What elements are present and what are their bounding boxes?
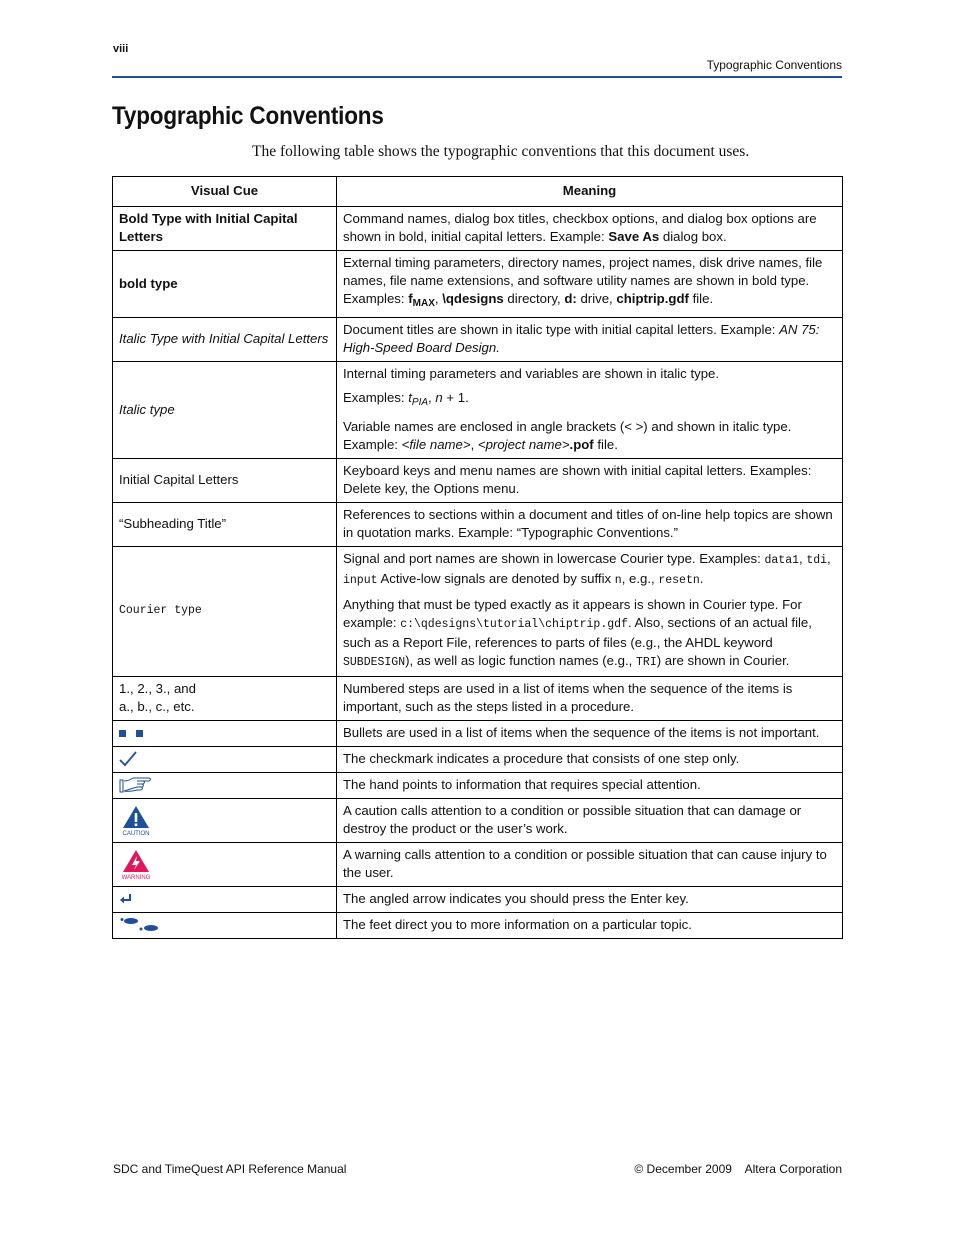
svg-text:CAUTION: CAUTION (122, 831, 150, 836)
svg-text:WARNING: WARNING (121, 875, 151, 880)
enter-arrow-icon (119, 893, 330, 905)
footer-copyright: © December 2009 Altera Corporation (634, 1162, 842, 1176)
table-row (113, 913, 843, 939)
cue-cell (113, 721, 337, 747)
meaning-cell: The feet direct you to more information on a particular topic. (337, 913, 843, 939)
cue-cell (113, 799, 337, 843)
column-header-meaning: Meaning (337, 177, 843, 207)
cue-cell: Italic type (113, 362, 337, 459)
table-row (113, 843, 843, 887)
meaning-cell: Bullets are used in a list of items when the sequence of the items is not important. (337, 721, 843, 747)
page-title: Typographic Conventions (112, 102, 384, 130)
pointing-hand-icon (119, 777, 330, 793)
table-row (113, 747, 843, 773)
cue-cell (113, 913, 337, 939)
table-row (113, 677, 843, 721)
table-row (113, 887, 843, 913)
cue-cell: 1., 2., 3., and a., b., c., etc. (113, 677, 337, 721)
footer-manual-title: SDC and TimeQuest API Reference Manual (113, 1162, 347, 1176)
page-number: viii (113, 43, 129, 55)
meaning-cell: External timing parameters, directory names, project names, disk drive names, file names, file name extensions, and software utility names are shown in bold type. Examples: $f_{MAX}$, \qdesigns directory, d: drive, chiptrip.gdf file. (337, 251, 843, 318)
cue-cell (113, 747, 337, 773)
table-row (113, 547, 843, 677)
table-row (113, 503, 843, 547)
bullet-squares-icon (119, 725, 153, 740)
meaning-cell: Signal and port names are shown in lowercase Courier type. Examples: data1, tdi, input Active-low signals are denoted by suffix n, e.g., resetn. Anything that must be typed exactly as it appears is shown in Courier type. For example: c:\qdesigns\tutorial\chiptrip.gdf. Also, sections of an actual file, such as a Report File, references to parts of files (e.g., the AHDL keyword SUBDESIGN), as well as logic function names (e.g., TRI) are shown in Courier. (337, 547, 843, 677)
meaning-cell: Keyboard keys and menu names are shown with initial capital letters. Examples: Delete key, the Options menu. (337, 459, 843, 503)
cue-cell (113, 843, 337, 887)
meaning-cell: The checkmark indicates a procedure that consists of one step only. (337, 747, 843, 773)
meaning-cell: A warning calls attention to a condition or possible situation that can cause injury to the user. (337, 843, 843, 887)
cue-cell: “Subheading Title” (113, 503, 337, 547)
cue-cell: Italic Type with Initial Capital Letters (113, 318, 337, 362)
cue-cell: Courier type (113, 547, 337, 677)
meaning-cell: The hand points to information that requires special attention. (337, 773, 843, 799)
table-row (113, 251, 843, 318)
running-head: Typographic Conventions (706, 58, 842, 72)
caution-icon (119, 804, 330, 836)
table-row (113, 459, 843, 503)
column-header-visual-cue: Visual Cue (113, 177, 337, 207)
cue-cell (113, 773, 337, 799)
meaning-cell: References to sections within a document and titles of on-line help topics are shown in quotation marks. Example: “Typographic Conventions.” (337, 503, 843, 547)
meaning-cell: Internal timing parameters and variables are shown in italic type. Examples: $t_{PIA}$, n + 1. Variable names are enclosed in angle brackets (< >) and shown in italic type. Example: <file name>, <project name>.pof file. (337, 362, 843, 459)
meaning-cell: Numbered steps are used in a list of items when the sequence of the items is important, such as the steps listed in a procedure. (337, 677, 843, 721)
conventions-table (112, 176, 843, 939)
intro-paragraph: The following table shows the typographic conventions that this document uses. (252, 143, 750, 160)
table-row (113, 799, 843, 843)
meaning-cell: Document titles are shown in italic type with initial capital letters. Example: AN 75: High-Speed Board Design. (337, 318, 843, 362)
meaning-cell: Command names, dialog box titles, checkbox options, and dialog box options are shown in bold, initial capital letters. Example: Save As dialog box. (337, 207, 843, 251)
warning-icon (119, 848, 330, 880)
cue-cell (113, 887, 337, 913)
feet-icon (119, 916, 330, 934)
table-row (113, 721, 843, 747)
cue-cell: bold type (113, 251, 337, 318)
meaning-cell: The angled arrow indicates you should press the Enter key. (337, 887, 843, 913)
table-row (113, 773, 843, 799)
header-rule (112, 76, 842, 78)
cue-cell: Initial Capital Letters (113, 459, 337, 503)
cue-cell: Bold Type with Initial Capital Letters (113, 207, 337, 251)
meaning-cell: A caution calls attention to a condition or possible situation that can damage or destroy the product or the user’s work. (337, 799, 843, 843)
table-row (113, 318, 843, 362)
checkmark-icon (119, 751, 330, 767)
table-header-row (113, 177, 843, 207)
table-row (113, 207, 843, 251)
table-row (113, 362, 843, 459)
